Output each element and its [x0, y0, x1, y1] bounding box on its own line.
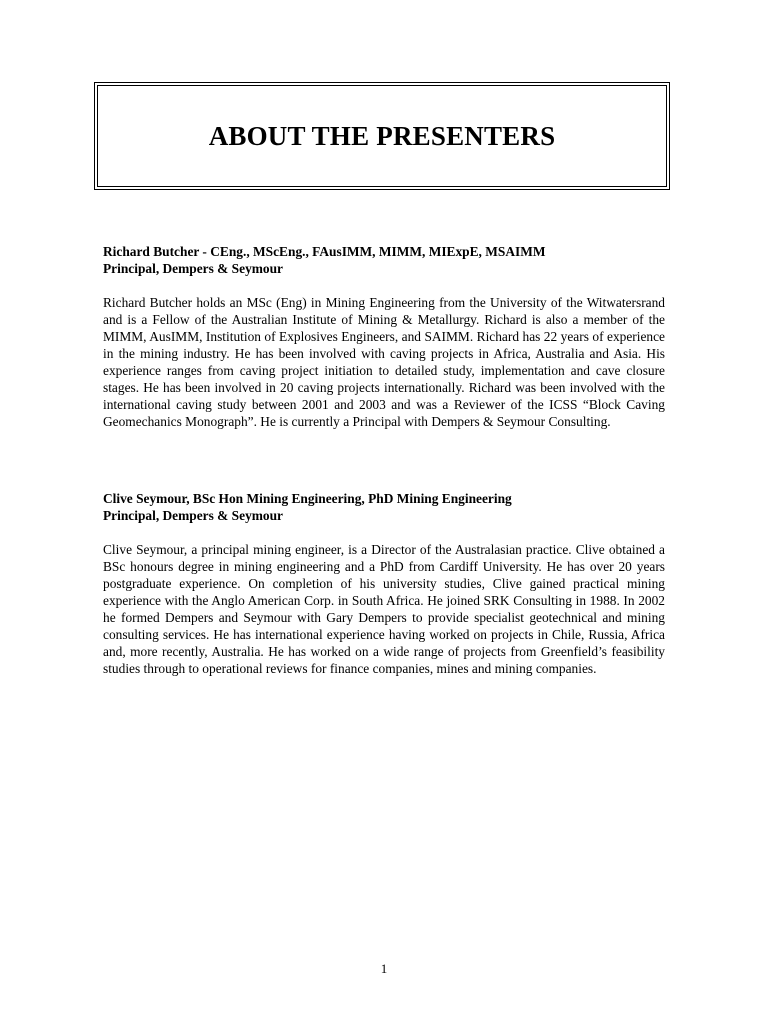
presenter-heading	[103, 490, 665, 524]
page-number: 1	[380, 961, 388, 976]
presenter-name-credentials: Richard Butcher - CEng., MScEng., FAusIMM, MIMM, MIExpE, MSAIMM	[103, 244, 546, 259]
presenter-bio: Richard Butcher holds an MSc (Eng) in Mining Engineering from the University of the Witwatersrand and is a Fellow of the Australian Institute of Mining & Metallurgy. Richard is also a member of the MIMM, AusIMM, Institution of Explosives Engineers, and SAIMM. Richard has 22 years of experience in the mining industry. He has been involved with caving projects in Africa, Australia and Asia. His experience ranges from caving project initiation to detailed study, implementation and cave closure stages. He has been involved in 20 caving projects internationally. Richard was been involved with the international caving study between 2001 and 2003 and was a Reviewer of the ICSS “Block Caving Geomechanics Monograph”. He is currently a Principal with Dempers & Seymour Consulting.	[103, 295, 665, 429]
presenter-heading	[103, 243, 665, 277]
presenter-role: Principal, Dempers & Seymour	[103, 508, 284, 523]
presenter-bio: Clive Seymour, a principal mining engineer, is a Director of the Australasian practice. Clive obtained a BSc honours degree in mining engineering and a PhD from Cardiff University. He has over 20 years postgraduate experience. On completion of his university studies, Clive gained practical mining experience with the Anglo American Corp. in South Africa. He joined SRK Consulting in 1988. In 2002 he formed Dempers and Seymour with Gary Dempers to provide specialist geotechnical and mining consulting services. He has international experience having worked on projects in Chile, Russia, Africa and, more recently, Australia. He has worked on a wide range of projects from Greenfield’s feasibility studies through to operational reviews for finance companies, mines and mining companies.	[103, 542, 665, 676]
presenter-section-clive-seymour	[103, 490, 665, 677]
title-box	[97, 85, 667, 187]
presenter-section-richard-butcher	[103, 243, 665, 430]
page-title: ABOUT THE PRESENTERS	[208, 120, 556, 151]
presenter-name-credentials: Clive Seymour, BSc Hon Mining Engineering, PhD Mining Engineering	[103, 491, 512, 506]
presenter-role: Principal, Dempers & Seymour	[103, 261, 284, 276]
